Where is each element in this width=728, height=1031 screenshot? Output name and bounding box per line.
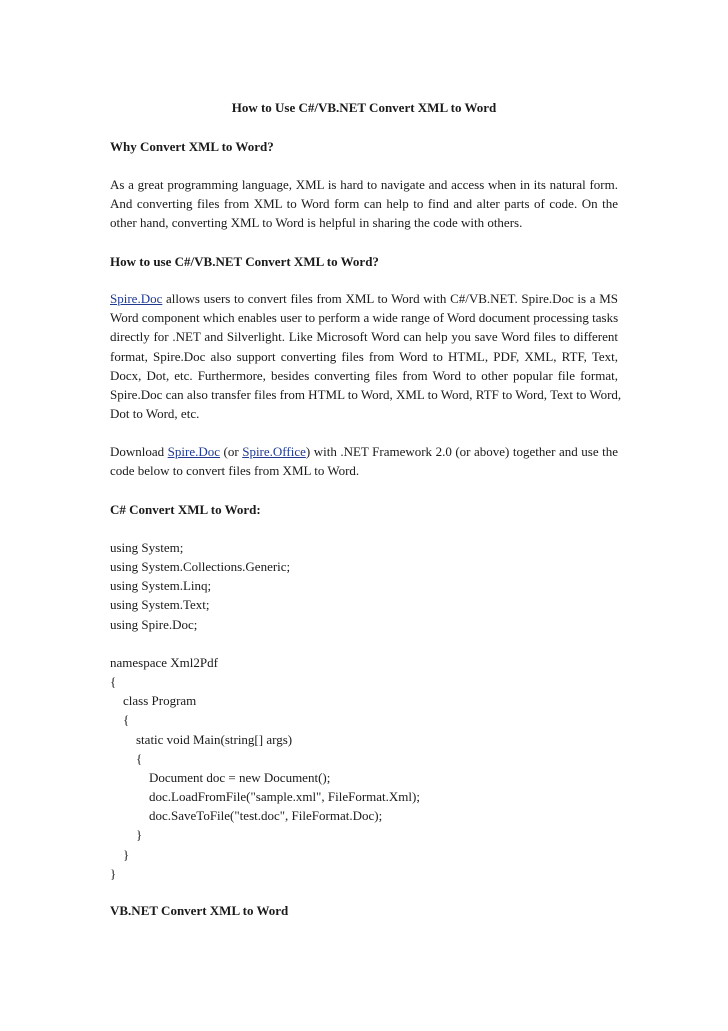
code-line [110,634,420,653]
paragraph-line [110,442,618,461]
paragraph-line: directly for .NET and Silverlight. Like Microsoft Word can help you save Word files to different [110,329,618,345]
code-line: { [110,674,117,690]
paragraph-line: Word component which enables user to perform a wide range of Word document processing tasks [110,310,619,326]
paragraph-text: allows users to convert files from XML to Word with C#/VB.NET. Spire.Doc is a MS [162,291,618,306]
code-line: doc.SaveToFile("test.doc", FileFormat.Doc); [149,808,383,824]
spire-office-link[interactable]: Spire.Office [242,444,306,459]
code-line: } [110,865,117,881]
paragraph-line [110,289,618,308]
paragraph-download [110,442,618,480]
paragraph-line: other hand, converting XML to Word is helpful in sharing the code with others. [110,215,523,231]
paragraph-text: Download [110,444,168,459]
paragraph-why [110,175,618,233]
code-line: { [123,712,130,728]
code-line: { [136,750,143,766]
code-line: using System; [110,540,184,555]
paragraph-line: Docx, Dot, etc. Furthermore, besides converting files from Word to other popular file format, [110,367,618,383]
code-line: doc.LoadFromFile("sample.xml", FileFormat.Xml); [149,789,420,805]
paragraph-text: ) with .NET Framework 2.0 (or above) together and use the [305,444,618,459]
csharp-code-block [110,538,420,883]
heading-how-to-use: How to use C#/VB.NET Convert XML to Word? [110,254,379,269]
paragraph-line: format, Spire.Doc also support converting files from Word to HTML, PDF, XML, RTF, Text, [110,348,618,364]
code-line: } [123,846,130,862]
paragraph-line: code below to convert files from XML to Word. [110,463,360,479]
code-line: namespace Xml2Pdf [110,654,218,670]
code-line: class Program [123,693,197,709]
heading-why-convert: Why Convert XML to Word? [110,139,274,154]
paragraph-text: (or [220,444,243,459]
code-line: static void Main(string[] args) [136,731,293,747]
code-line: using Spire.Doc; [110,616,198,632]
heading-csharp: C# Convert XML to Word: [110,502,261,517]
code-line: using System.Text; [110,597,210,613]
code-line: using System.Linq; [110,578,212,594]
paragraph-line: And converting files from XML to Word form can help to find and alter parts of code. On the [110,196,618,212]
heading-vbnet: VB.NET Convert XML to Word [110,903,289,918]
document-title: How to Use C#/VB.NET Convert XML to Word [231,100,497,115]
spire-doc-link[interactable]: Spire.Doc [110,291,163,306]
paragraph-line: As a great programming language, XML is hard to navigate and access when in its natural form. [110,177,618,192]
paragraph-line: Spire.Doc can also transfer files from HTML to Word, XML to Word, RTF to Word, Text to Word, [110,387,622,403]
code-line: Document doc = new Document(); [149,769,331,785]
paragraph-how [110,289,622,423]
code-line: } [136,827,143,843]
code-line: using System.Collections.Generic; [110,559,291,575]
spire-doc-download-link[interactable]: Spire.Doc [167,444,221,459]
paragraph-line: Dot to Word, etc. [110,406,200,422]
